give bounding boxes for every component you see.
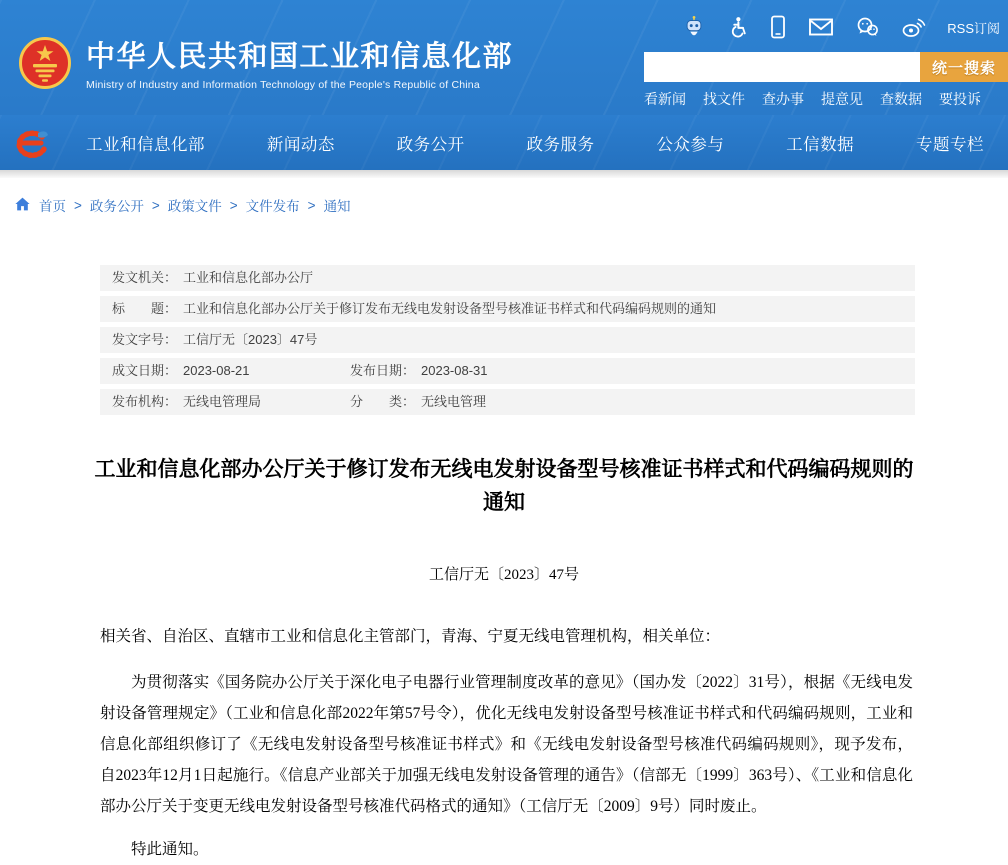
document-salutation: 相关省、自治区、直辖市工业和信息化主管部门，青海、宁夏无线电管理机构，相关单位： bbox=[100, 628, 721, 645]
meta-row bbox=[100, 265, 915, 291]
meta-value: 工信厅无〔2023〕47号 bbox=[183, 332, 318, 347]
meta-label: 分 类： bbox=[350, 394, 416, 409]
meta-row bbox=[100, 296, 915, 322]
site-brand[interactable] bbox=[18, 33, 513, 98]
mail-icon[interactable] bbox=[808, 16, 834, 38]
mobile-icon[interactable] bbox=[769, 15, 787, 39]
document-title: 工业和信息化部办公厅关于修订发布无线电发射设备型号核准证书样式和代码编码规则的通知 bbox=[94, 458, 914, 514]
document-paragraph: 为贯彻落实《国务院办公厅关于深化电子电器行业管理制度改革的意见》（国办发〔2022〕31号），根据《无线电发射设备管理规定》（工业和信息化部2022年第57号令），优化无线电发射设备型号核准证书样式和代码编码规则，工业和信息化部组织修订了《无线电发射设备型号核准证书样式》和《无线电发射设备型号核准代码编码规则》，现予发布，自2023年12月1日起施行。《信息产业部关于加强无线电发射设备管理的通告》（信部无〔1999〕363号）、《工业和信息化部办公厅关于变更无线电发射设备型号核准代码格式的通知》（工信厅无〔2009〕9号）同时废止。 bbox=[100, 674, 913, 815]
breadcrumb-separator: > bbox=[74, 197, 82, 213]
document-paragraph: 特此通知。 bbox=[131, 841, 209, 858]
breadcrumb-items bbox=[39, 195, 351, 215]
breadcrumb-item[interactable]: 政策文件 bbox=[167, 199, 222, 214]
meta-value: 工业和信息化部办公厅 bbox=[183, 270, 314, 285]
meta-label: 发布日期： bbox=[350, 363, 416, 378]
site-subtitle: Ministry of Industry and Information Technology of the People's Republic of China bbox=[86, 79, 480, 91]
meta-label: 发布机构： bbox=[112, 394, 178, 409]
site-title: 中华人民共和国工业和信息化部 bbox=[86, 41, 514, 73]
meta-cell bbox=[350, 361, 488, 381]
main-nav bbox=[0, 115, 1008, 170]
meta-cell bbox=[112, 330, 317, 350]
meta-value: 2023-08-21 bbox=[183, 363, 250, 378]
search-area bbox=[644, 52, 1008, 109]
nav-item[interactable]: 公众参与 bbox=[656, 135, 725, 154]
meta-value: 工业和信息化部办公厅关于修订发布无线电发射设备型号核准证书样式和代码编码规则的通知 bbox=[183, 301, 717, 316]
nav-item[interactable]: 政务服务 bbox=[526, 135, 595, 154]
meta-cell bbox=[350, 392, 486, 412]
home-icon[interactable] bbox=[14, 196, 31, 215]
breadcrumb-item[interactable]: 首页 bbox=[39, 199, 66, 214]
breadcrumb bbox=[14, 195, 1008, 215]
meta-table bbox=[100, 265, 915, 415]
search-input[interactable] bbox=[644, 52, 920, 82]
breadcrumb-separator: > bbox=[151, 197, 160, 213]
quick-link[interactable]: 提意见 bbox=[821, 91, 863, 107]
nav-item[interactable]: 政务公开 bbox=[396, 135, 465, 154]
breadcrumb-separator: > bbox=[229, 197, 238, 213]
breadcrumb-item[interactable]: 政务公开 bbox=[89, 199, 144, 214]
unified-search-button[interactable]: 统一搜索 bbox=[920, 52, 1008, 82]
national-emblem-icon bbox=[18, 33, 72, 98]
header-shadow-divider bbox=[0, 170, 1008, 178]
site-header bbox=[0, 0, 1008, 115]
meta-cell bbox=[112, 361, 350, 381]
meta-label: 成文日期： bbox=[112, 363, 178, 378]
document-number: 工信厅无〔2023〕47号 bbox=[428, 567, 579, 583]
meta-cell bbox=[112, 268, 313, 288]
robot-icon[interactable] bbox=[683, 15, 705, 39]
document-body bbox=[100, 621, 913, 865]
quick-link[interactable]: 要投诉 bbox=[939, 91, 981, 107]
meta-label: 发文字号： bbox=[112, 332, 178, 347]
quick-links bbox=[644, 89, 1008, 109]
wechat-icon[interactable] bbox=[855, 16, 880, 38]
weibo-icon[interactable] bbox=[901, 16, 926, 38]
nav-item[interactable]: 工信数据 bbox=[786, 135, 855, 154]
meta-row bbox=[100, 358, 915, 384]
nav-items bbox=[52, 131, 1008, 155]
quick-link[interactable]: 查办事 bbox=[762, 91, 804, 107]
meta-label: 发文机关： bbox=[112, 270, 178, 285]
breadcrumb-item[interactable]: 通知 bbox=[323, 199, 351, 214]
quick-link[interactable]: 查数据 bbox=[880, 91, 922, 107]
nav-item[interactable]: 新闻动态 bbox=[266, 135, 335, 154]
meta-row bbox=[100, 327, 915, 353]
nav-item[interactable]: 工业和信息化部 bbox=[86, 135, 205, 154]
meta-cell bbox=[112, 392, 350, 412]
quick-link[interactable]: 找文件 bbox=[703, 91, 745, 107]
meta-row bbox=[100, 389, 915, 415]
nav-item[interactable]: 专题专栏 bbox=[915, 135, 984, 154]
meta-value: 无线电管理 bbox=[421, 394, 487, 409]
breadcrumb-item[interactable]: 文件发布 bbox=[245, 199, 300, 214]
accessibility-icon[interactable] bbox=[726, 15, 748, 39]
gov-e-logo-icon[interactable] bbox=[12, 123, 52, 163]
meta-value: 2023-08-31 bbox=[421, 363, 488, 378]
document-paragraphs bbox=[100, 667, 913, 865]
quick-link[interactable]: 看新闻 bbox=[644, 91, 686, 107]
meta-value: 无线电管理局 bbox=[183, 394, 262, 409]
meta-label: 标 题： bbox=[112, 301, 178, 316]
breadcrumb-separator: > bbox=[307, 197, 316, 213]
meta-cell bbox=[112, 299, 716, 319]
rss-subscribe-link[interactable]: RSS订阅 bbox=[947, 20, 1000, 36]
header-utility-icons bbox=[683, 15, 1000, 39]
